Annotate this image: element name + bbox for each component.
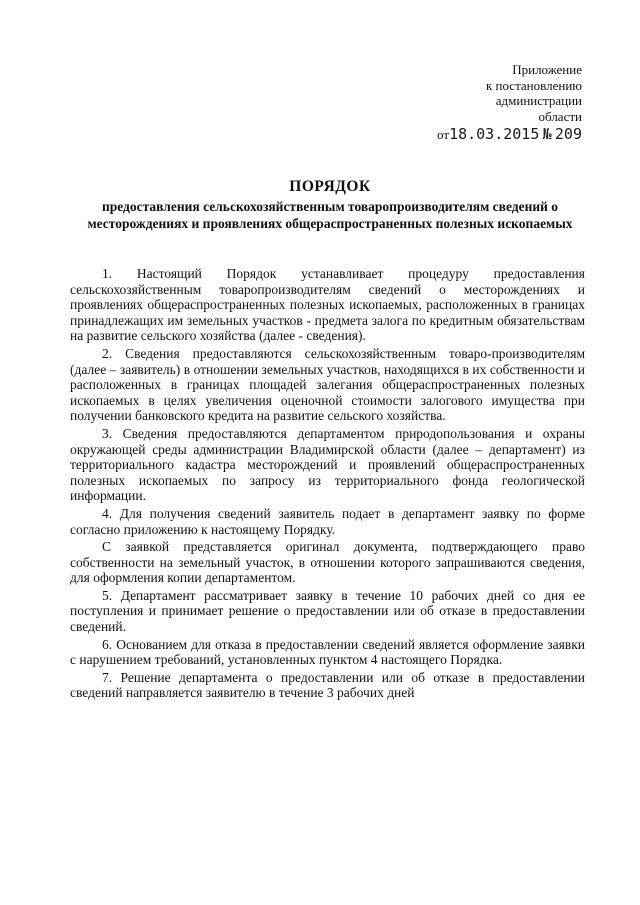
document-title-block: [70, 177, 590, 232]
annex-line-2: к постановлению: [485, 77, 582, 93]
annex-line-3: администрации: [495, 93, 582, 108]
paragraph-1: 1. Настоящий Порядок устанавливает процедуру предоставления сельскохозяйственным товаропроизводителям сведений о месторождениях и проявлениях общераспространенных полезных ископаемых, расположенных в границах принадлежащих им земельных участков - предмета залога по кредитным обязательствам на развитие сельского хозяйства (далее - сведения).: [70, 266, 585, 344]
annex-line-4: области: [538, 108, 582, 124]
paragraph-3: 3. Сведения предоставляются департаментом природопользования и охраны окружающей среды администрации Владимирской области (далее – департамент) из территориального кадастра месторождений и проявлений общераспространенных полезных ископаемых по запросу из территориального фонда геологической информации.: [70, 425, 585, 504]
annex-date-line: [437, 127, 582, 143]
paragraph-4-note: С заявкой представляется оригинал документа, подтверждающего право собственности на земельный участок, в отношении которого запрашиваются сведения, для оформления копии департаментом.: [70, 539, 585, 586]
document-subtitle: предоставления сельскохозяйственным товаропроизводителям сведений о месторождениях и проявлениях общераспространенных полезных ископаемых: [87, 199, 573, 231]
paragraph-6: 6. Основанием для отказа в предоставлении сведений является оформление заявки с нарушением требований, установленных пунктом 4 настоящего Порядка.: [70, 636, 585, 668]
number-prefix: №: [542, 125, 552, 143]
date-prefix: от: [437, 127, 450, 142]
paragraph-4: 4. Для получения сведений заявитель подает в департамент заявку по форме согласно приложению к настоящему Порядку.: [70, 505, 585, 537]
paragraph-7: 7. Решение департамента о предоставлении или об отказе в предоставлении сведений направляется заявителю в течение 3 рабочих дней: [70, 669, 585, 701]
number-value: 209: [554, 125, 582, 143]
annex-line-1: Приложение: [512, 62, 582, 77]
paragraph-2: 2. Сведения предоставляются сельскохозяйственным товаро-производителям (далее – заявитель) в отношении земельных участков, находящихся в их собственности и расположенных в границах площадей залегания общераспространенных полезных ископаемых в целях увеличения оценочной стоимости залогового имущества при получении банковского кредита на развитие сельского хозяйства.: [70, 345, 585, 424]
paragraph-5: 5. Департамент рассматривает заявку в течение 10 рабочих дней со дня ее поступления и принимает решение о предоставлении или об отказе в предоставлении сведений.: [70, 587, 585, 635]
date-value: 18.03.2015: [449, 125, 540, 143]
annex-header: [437, 62, 582, 143]
document-body: [70, 266, 585, 703]
document-title: ПОРЯДОК: [289, 178, 371, 195]
